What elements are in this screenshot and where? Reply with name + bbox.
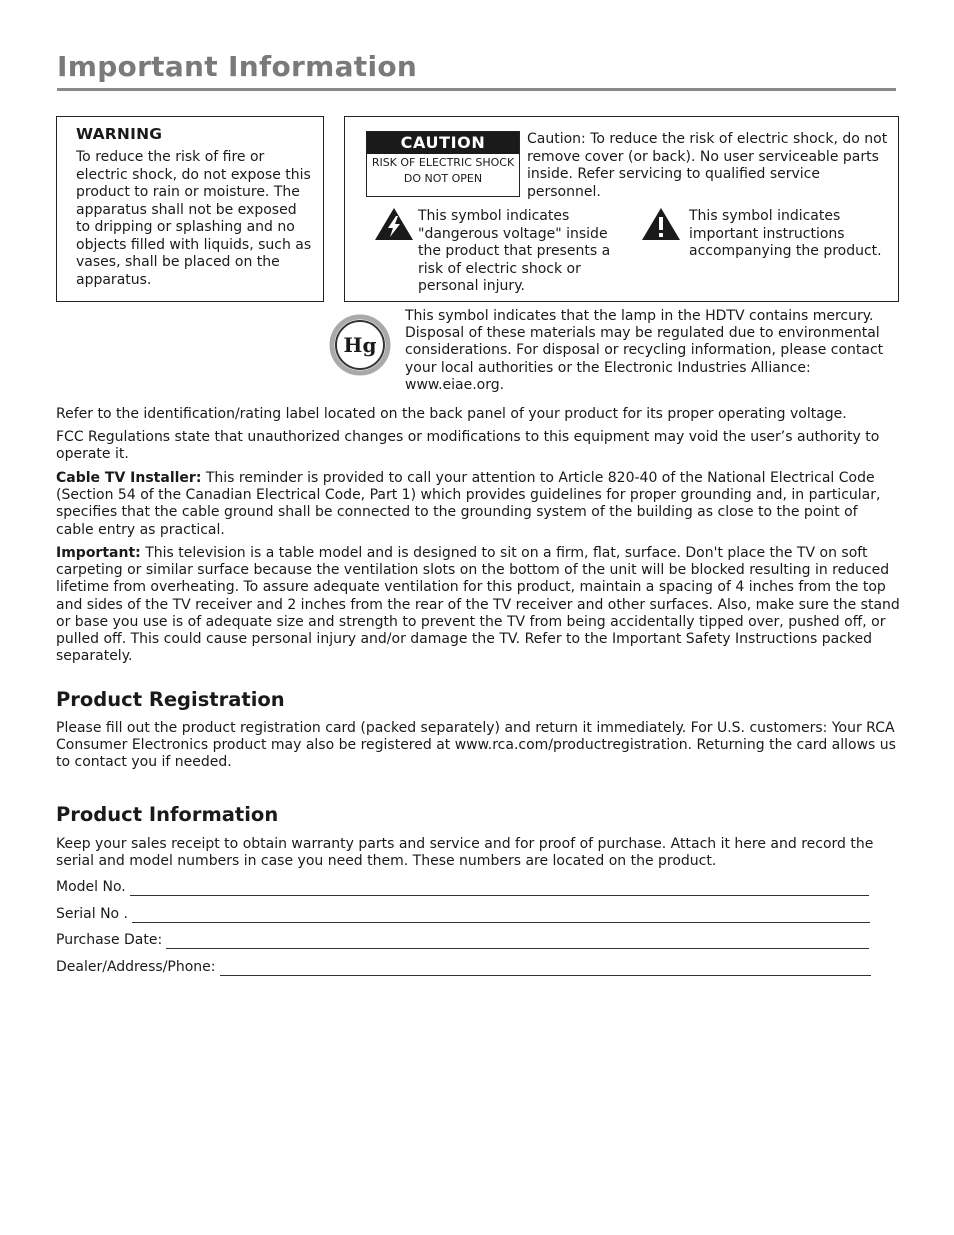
model-number-label: Model No.	[56, 879, 126, 895]
important-label: Important:	[56, 545, 141, 561]
caution-text: Caution: To reduce the risk of electric shock, do not remove cover (or back). No user serviceable parts inside. Refer servicing to qualified service personnel.	[527, 131, 888, 200]
cable-paragraph	[56, 470, 886, 539]
lightning-warning-icon	[374, 207, 414, 241]
warning-text: To reduce the risk of fire or electric shock, do not expose this product to rain or moisture. The apparatus shall not be exposed to dripping or splashing and no objects filled with liquids, such as vases, shall be placed on the apparatus.	[76, 149, 312, 288]
voltage-symbol-text: This symbol indicates "dangerous voltage" inside the product that presents a risk of electric shock or personal injury.	[418, 208, 611, 294]
warning-box	[56, 116, 324, 302]
exclamation-warning-icon	[641, 207, 681, 241]
model-number-field[interactable]	[56, 878, 869, 896]
caution-label-line2: DO NOT OPEN	[403, 172, 483, 185]
page-title: Important Information	[57, 50, 418, 83]
caution-label-line1: RISK OF ELECTRIC SHOCK	[371, 156, 515, 169]
important-text: This television is a table model and is designed to sit on a firm, flat, surface. Don't place the TV on soft carpeting or similar surface because the ventilation slots on the bottom of the unit will be blocked resulting in reduced lifetime from overheating. To assure adequate ventilation for this product, maintain a spacing of 4 inches from the top and sides of the TV receiver and 2 inches from the rear of the TV receiver and other surfaces. Also, make sure the stand or base you use is of adequate size and strength to prevent the TV from being accidentally tipped over, pushed off, or pulled off. This could cause personal injury and/or damage the TV. Refer to the Important Safety Instructions packed separately.	[56, 545, 900, 665]
caution-label	[366, 131, 520, 197]
cable-text: This reminder is provided to call your attention to Article 820-40 of the National Electrical Code (Section 54 of the Canadian Electrical Code, Part 1) which provides guidelines for proper grounding and, in particular, specifies that the cable ground shall be connected to the grounding system of the building as close to the point of cable entry as practical.	[56, 470, 881, 538]
cable-label: Cable TV Installer:	[56, 470, 202, 486]
important-paragraph	[56, 545, 900, 665]
warning-heading: WARNING	[76, 125, 163, 143]
registration-text: Please fill out the product registration card (packed separately) and return it immediately. For U.S. customers: Your RCA Consumer Electronics product may also be registered at www.rca.com/productregistration. Returning the card allows us to contact you if needed.	[56, 720, 896, 771]
dealer-field[interactable]	[56, 958, 871, 976]
information-text: Keep your sales receipt to obtain warranty parts and service and for proof of purchase. Attach it here and record the serial and model numbers in case you need them. These numbers are located on the product.	[56, 836, 874, 870]
caution-label-heading: CAUTION	[367, 132, 519, 154]
purchase-date-label: Purchase Date:	[56, 932, 163, 948]
mercury-text: This symbol indicates that the lamp in the HDTV contains mercury. Disposal of these materials may be regulated due to environmental considerations. For disposal or recycling information, please contact your local authorities or the Electronic Industries Alliance: www.eiae.org.	[405, 308, 884, 393]
voltage-paragraph: Refer to the identification/rating label located on the back panel of your product for its proper operating voltage.	[56, 406, 847, 422]
fcc-paragraph: FCC Regulations state that unauthorized changes or modifications to this equipment may void the user’s authority to operate it.	[56, 429, 880, 463]
purchase-date-line[interactable]	[166, 935, 869, 949]
registration-heading: Product Registration	[56, 688, 285, 711]
serial-number-field[interactable]	[56, 905, 870, 923]
dealer-line[interactable]	[220, 962, 871, 976]
dealer-label: Dealer/Address/Phone:	[56, 959, 216, 975]
model-number-line[interactable]	[130, 882, 869, 896]
information-heading: Product Information	[56, 803, 279, 826]
mercury-symbol-label: Hg	[343, 333, 377, 357]
mercury-hg-icon	[328, 314, 392, 378]
caution-box	[344, 116, 899, 302]
title-rule	[57, 88, 896, 91]
serial-number-label: Serial No .	[56, 906, 129, 922]
purchase-date-field[interactable]	[56, 931, 869, 949]
instructions-symbol-text: This symbol indicates important instructions accompanying the product.	[689, 208, 882, 259]
serial-number-line[interactable]	[132, 909, 870, 923]
